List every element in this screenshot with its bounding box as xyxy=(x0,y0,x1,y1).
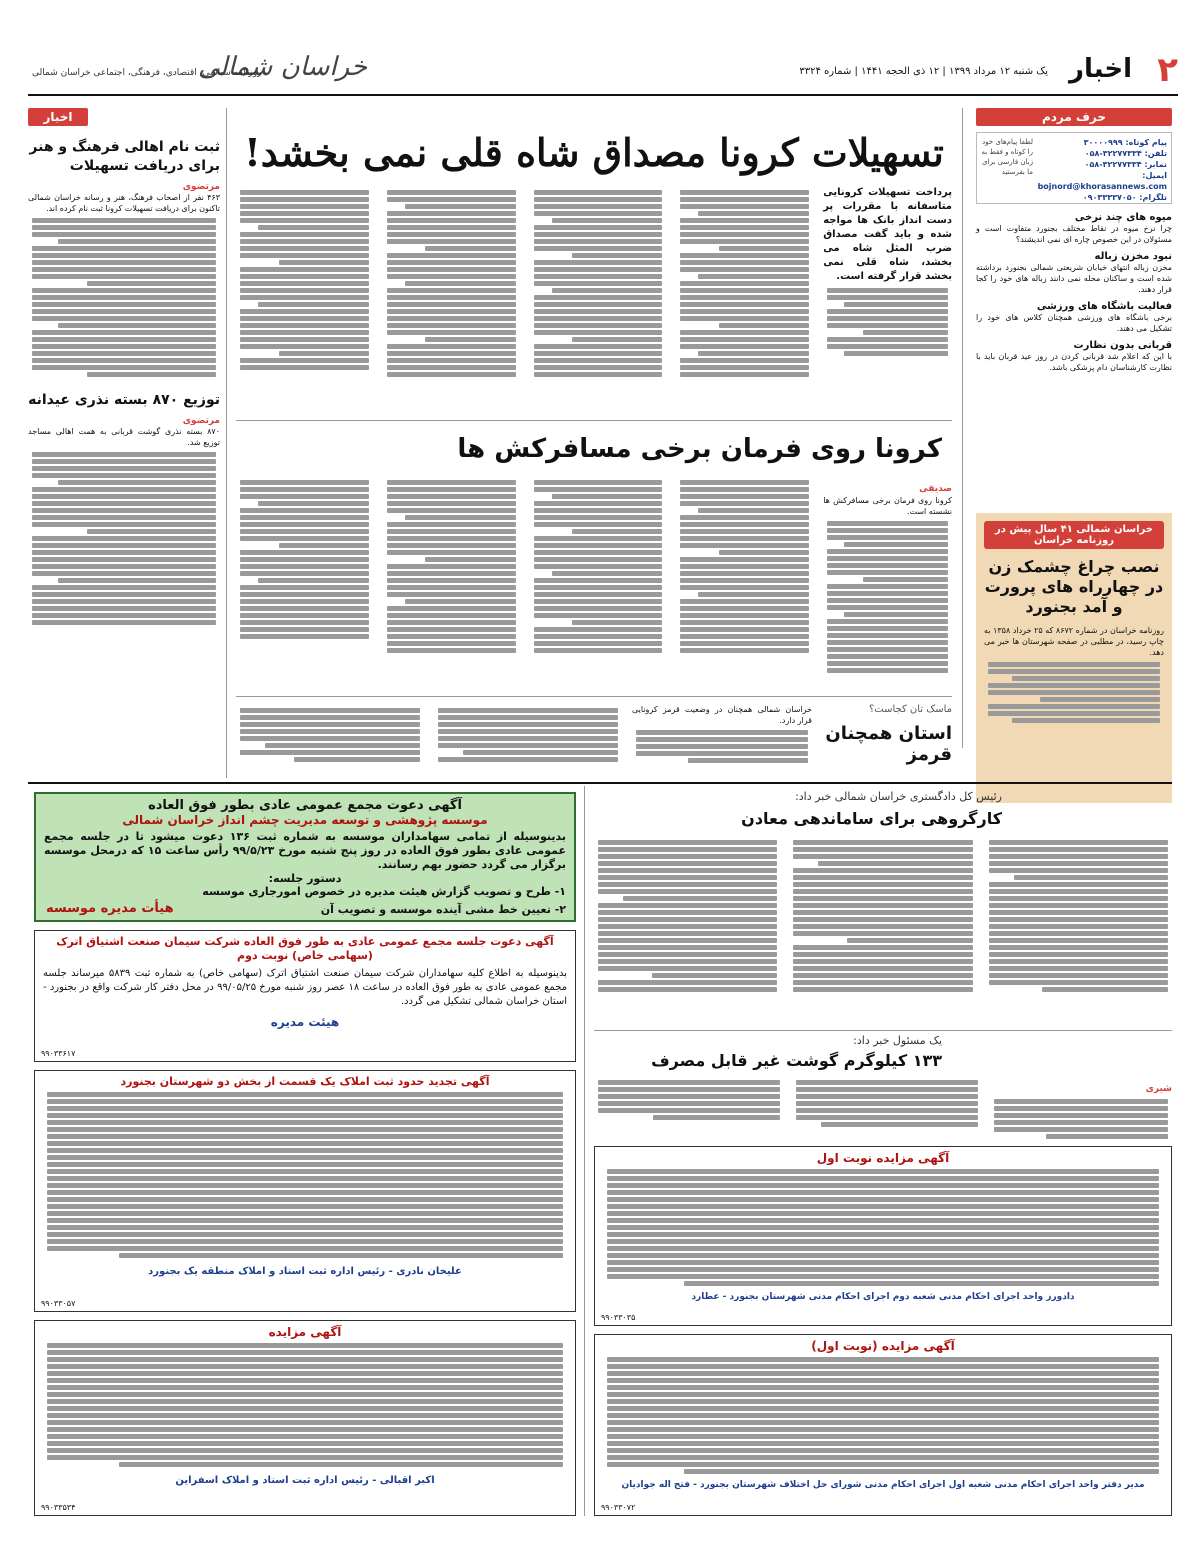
auction-first-code: ۹۹۰۳۳۰۳۵ xyxy=(601,1313,636,1322)
contact-email[interactable]: ایمیل: bojnord@khorasannews.com xyxy=(1037,171,1167,191)
cement-body: بدینوسیله به اطلاع کلیه سهامداران شرکت سیمان صنعت اشتیاق اترک (سهامی خاص) به شماره ثبت ۵۸۳۹ میرساند جلسه مجمع عمومی عادی به طور فوق العاده در ساعت ۱۸ عصر روز شنبه مورخ ۹۹/۰۵/۲۵ در محل دفتر کار شرکت واقع در بجنورد - استان خراسان شمالی تشکیل می گردد. xyxy=(43,968,568,1007)
people-item xyxy=(976,212,1172,245)
news1-byline: مرتضوی xyxy=(182,182,220,192)
main-headline: تسهیلات کرونا مصداق شاه قلی نمی بخشد! xyxy=(244,130,944,175)
item-text: مخزن زباله انتهای خیابان شریعتی شمالی بجنورد برداشته شده است و ساکنان محله نمی دانند زباله های خود را کجا قرار دهند. xyxy=(976,263,1172,294)
land-signer: علیخان نادری - رئیس اداره ثبت اسناد و املاک منطقه یک بجنورد xyxy=(148,1266,462,1277)
item-title: فعالیت باشگاه های ورزشی xyxy=(1036,301,1172,312)
contact-fax: نمابر: ۳۲۲۷۷۳۳۴-۰۵۸ xyxy=(1084,160,1167,169)
section-title: اخبار xyxy=(1069,54,1132,84)
assembly-ad xyxy=(34,792,576,922)
mask-kicker: ماسک تان کجاست؟ xyxy=(868,704,952,715)
news2-text: ۸۷۰ بسته نذری گوشت قربانی به همت اهالی مساجد توزیع شد. xyxy=(28,427,220,447)
item-title: میوه های چند نرخی xyxy=(1074,212,1172,223)
contact-telegram[interactable]: تلگرام: ۰۹۰۳۳۳۳۷۰۵۰ xyxy=(1082,193,1167,202)
item-title: نبود مخزن زباله xyxy=(1094,251,1172,262)
meat-section xyxy=(594,1034,1172,1144)
contact-note: لطفا پیام‌های خود را کوتاه و فقط به زبان فارسی برای ما بفرستید xyxy=(981,138,1033,176)
item-text: با این که اعلام شد قربانی کردن در روز عید قربان باید با نظارت کارشناسان دام پزشکی باشد. xyxy=(976,352,1172,372)
contact-phone: تلفن: ۳۲۲۷۷۳۳۴-۰۵۸ xyxy=(1084,149,1167,158)
mask-section xyxy=(236,704,952,778)
auction-first-right-code: ۹۹۰۳۳۰۷۲ xyxy=(601,1503,636,1512)
assembly-signature: هیأت مدیره موسسه xyxy=(46,901,174,916)
auction-first-title: آگهی مزایده نوبت اول xyxy=(816,1151,950,1165)
mining-kicker: رئیس کل دادگستری خراسان شمالی خبر داد: xyxy=(795,790,1002,803)
main-lead: پرداخت تسهیلات کرونایی متاسفانه با مقررات پر دست انداز بانک ها مواجه شده و باید گفت مصداق ضرب المثل شاه می بخشد، شاه قلی نمی بخشد قرار گرفته است. xyxy=(823,187,952,282)
news1-title: ثبت نام اهالی فرهنگ و هنر برای دریافت تسهیلات xyxy=(29,139,220,174)
cement-title: آگهی دعوت جلسه مجمع عمومی عادی به طور فوق العاده شرکت سیمان صنعت اشتیاق اترک (سهامی خاص) نوبت دوم xyxy=(56,935,554,962)
land-code: ۹۹۰۳۳۰۵۷ xyxy=(41,1299,76,1308)
page-number: ۲ xyxy=(1157,50,1178,90)
archive-badge: خراسان شمالی ۴۱ سال پیش در روزنامه خراسان xyxy=(984,521,1164,549)
second-article xyxy=(236,476,952,690)
auction-first-right-signer: مدیر دفتر واحد اجرای احکام مدنی شعبه اول اجرای احکام مدنی شورای حل اختلاف شهرستان بجنورد - فتح اله جوادیان xyxy=(621,1480,1145,1490)
people-item xyxy=(976,340,1172,373)
meat-byline: شیری xyxy=(1145,1084,1172,1094)
cement-signature: هیئت مدیره xyxy=(270,1015,340,1029)
assembly-agenda-title: دستور جلسه: xyxy=(268,872,342,885)
item-text: چرا نرخ میوه در نقاط مختلف بجنورد متفاوت است و مسئولان در این خصوص چاره ای نمی اندیشند؟ xyxy=(976,224,1172,244)
logo: خراسان شمالی xyxy=(198,52,368,82)
mining-section xyxy=(594,790,1172,1026)
item-text: برخی باشگاه های ورزشی همچنان کلاس های خود را تشکیل می دهند. xyxy=(976,313,1172,333)
land-title: آگهی تجدید حدود ثبت املاک یک قسمت از بخش دو شهرستان بجنورد xyxy=(120,1075,490,1088)
auction-left-title: آگهی مزایده xyxy=(268,1325,342,1339)
auction-first-right-ad xyxy=(594,1334,1172,1516)
land-ad xyxy=(34,1070,576,1312)
people-item xyxy=(976,251,1172,295)
cement-code: ۹۹۰۳۳۶۱۷ xyxy=(41,1049,76,1058)
mining-headline: کارگروهی برای ساماندهی معادن xyxy=(741,809,1002,828)
assembly-agenda-1: ۱- طرح و تصویب گزارش هیئت مدیره در خصوص امورجاری موسسه xyxy=(202,885,566,898)
auction-first-right-title: آگهی مزایده (نوبت اول) xyxy=(811,1339,955,1353)
archive-title: نصب چراغ چشمک زن در چهارراه های پرورت و آمد بجنورد xyxy=(984,557,1164,616)
left-column xyxy=(28,108,220,778)
contact-sms: پیام کوتاه: ۳۰۰۰۰۹۹۹ xyxy=(1083,138,1167,147)
archive-text: روزنامه خراسان در شماره ۸۶۷۲ که ۲۵ خرداد ۱۳۵۸ به چاپ رسید، در مطلبی در صفحه شهرستان ها خبر می دهد. xyxy=(984,626,1164,657)
masthead xyxy=(28,44,1178,96)
meat-kicker: یک مسئول خبر داد: xyxy=(853,1034,942,1047)
people-column xyxy=(976,108,1172,748)
second-lead: کرونا روی فرمان برخی مسافرکش ها نشسته است. xyxy=(823,496,952,516)
mask-text: خراسان شمالی همچنان در وضعیت قرمز کرونایی قرار دارد. xyxy=(632,705,812,725)
auction-left-code: ۹۹۰۳۳۵۳۴ xyxy=(41,1503,76,1512)
date-line: یک شنبه ۱۲ مرداد ۱۳۹۹ | ۱۲ ذی الحجه ۱۴۴۱ | شماره ۳۳۲۴ xyxy=(799,66,1048,77)
news2-byline: مرتضوی xyxy=(182,416,220,426)
second-byline: صدیقی xyxy=(919,484,952,494)
auction-left-signer: اکبر اقبالی - رئیس اداره ثبت اسناد و املاک اسفراین xyxy=(175,1475,435,1486)
assembly-title: آگهی دعوت مجمع عمومی عادی بطور فوق العاده xyxy=(148,798,462,813)
auction-left-ad xyxy=(34,1320,576,1516)
left-tag: اخبار xyxy=(28,108,88,126)
archive-box xyxy=(976,513,1172,803)
contact-box xyxy=(976,132,1172,204)
people-item xyxy=(976,301,1172,334)
news1-text: ۴۶۳ نفر از اصحاب فرهنگ، هنر و رسانه خراسان شمالی تاکنون برای دریافت تسهیلات کرونا ثبت نام کرده اند. xyxy=(28,193,220,213)
main-article xyxy=(236,186,952,414)
cement-ad xyxy=(34,930,576,1062)
meat-headline: ۱۳۳ کیلوگرم گوشت غیر قابل مصرف xyxy=(651,1051,942,1070)
people-tag: حرف مردم xyxy=(976,108,1172,126)
auction-first-ad xyxy=(594,1146,1172,1326)
assembly-body: بدینوسیله از تمامی سهامداران موسسه به شماره ثبت ۱۳۶ دعوت میشود تا در جلسه مجمع عمومی عادی بطور فوق العاده در روز پنج شنبه مورخ ۹۹/۵/۲۳ رأس ساعت ۱۵ که درمحل موسسه برگزار می گردد حضور بهم رسانند. xyxy=(44,830,566,871)
assembly-agenda-2: ۲- تعیین خط مشی آینده موسسه و تصویب آن xyxy=(320,903,566,916)
news2-title: توزیع ۸۷۰ بسته نذری عیدانه xyxy=(28,392,220,408)
auction-first-signer: دادورز واحد اجرای احکام مدنی شعبه دوم اجرای احکام مدنی شهرستان بجنورد - عطارد xyxy=(691,1292,1075,1302)
mask-headline: استان همچنان قرمز xyxy=(825,723,952,765)
tagline: روزنامه سیاسی، اقتصادی، فرهنگی، اجتماعی خراسان شمالی xyxy=(32,68,262,78)
assembly-org: موسسه پژوهشی و توسعه مدیریت چشم انداز خراسان شمالی xyxy=(122,813,488,827)
second-headline: کرونا روی فرمان برخی مسافرکش ها xyxy=(457,434,942,464)
item-title: قربانی بدون نظارت xyxy=(1073,340,1172,351)
